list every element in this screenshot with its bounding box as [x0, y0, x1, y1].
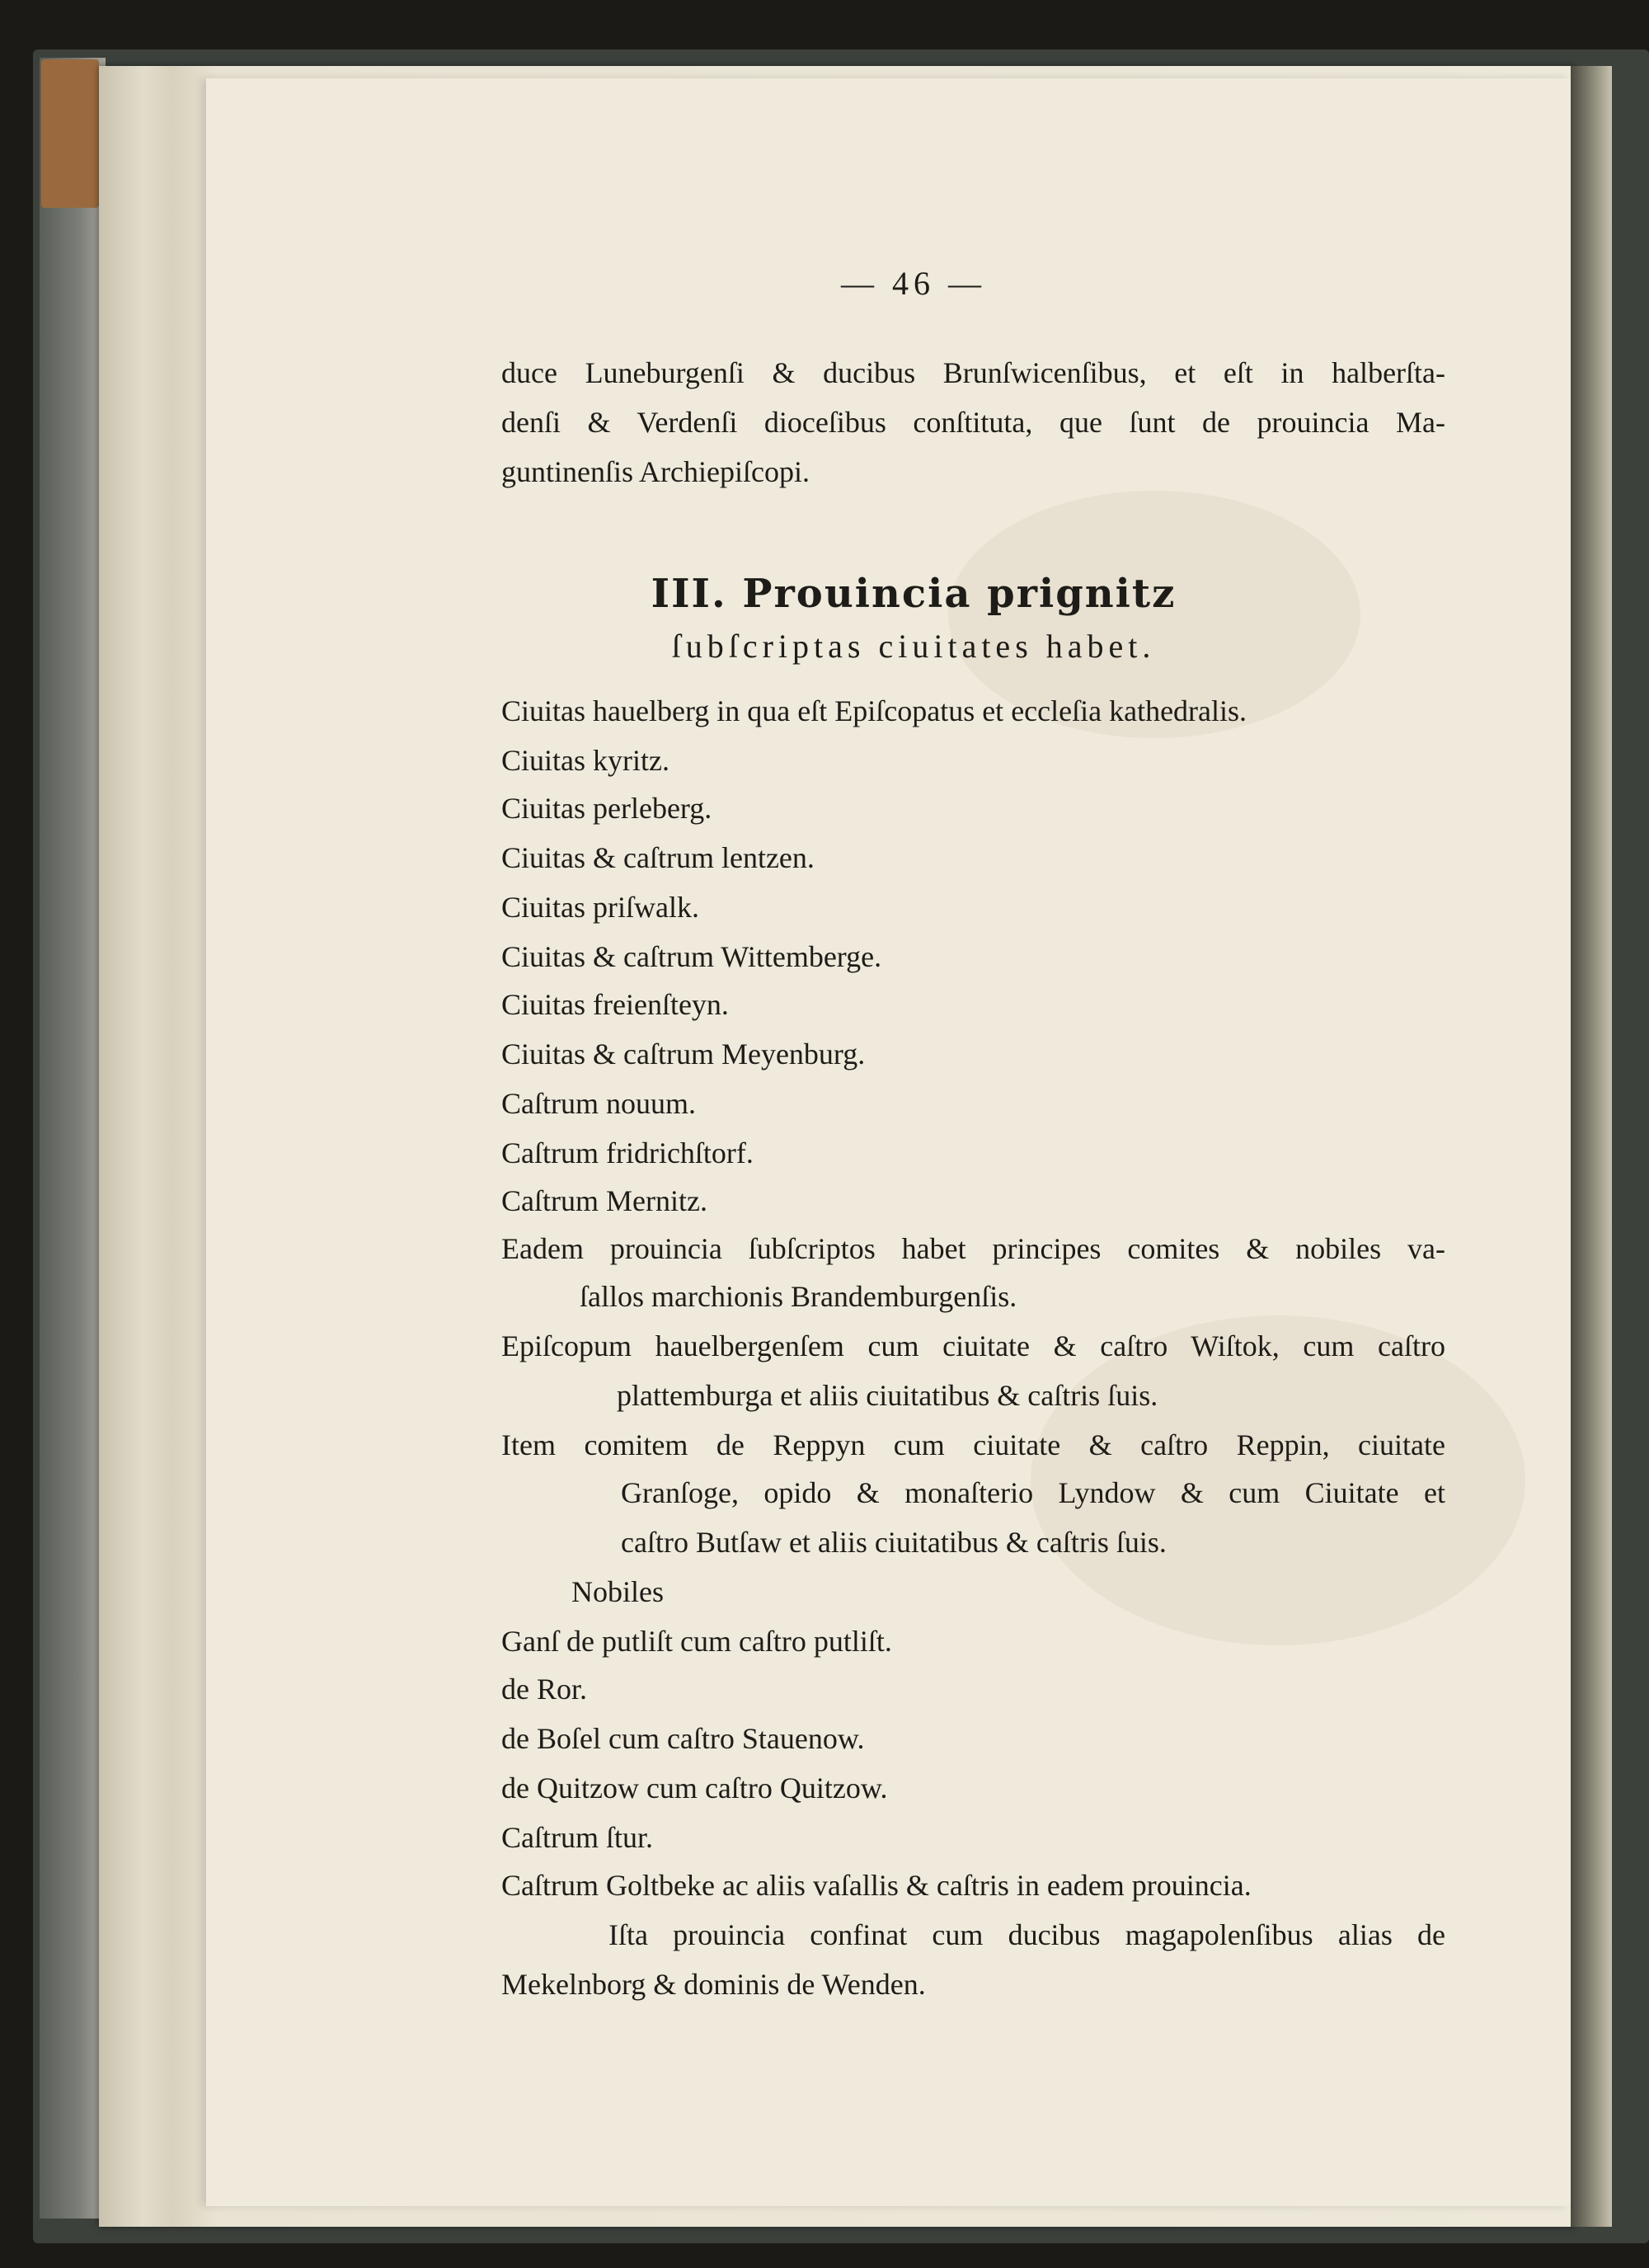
- list-line: ſallos marchionis Brandemburgenſis.: [580, 1280, 1017, 1313]
- list-line: Caſtrum Mernitz.: [501, 1184, 707, 1217]
- intro-line: denſi & Verdenſi dioceſibus conſtituta, que ſunt de prouincia Ma-: [501, 406, 1445, 439]
- list-line: Iſta prouincia confinat cum ducibus magapolenſibus alias de: [608, 1918, 1445, 1951]
- list-line: Caſtrum nouum.: [501, 1087, 696, 1120]
- list-line: Ciuitas kyritz.: [501, 744, 669, 777]
- intro-line: guntinenſis Archiepiſcopi.: [501, 455, 810, 488]
- list-line: Caſtrum fridrichſtorf.: [501, 1136, 754, 1169]
- list-line: Caſtrum Goltbeke ac aliis vaſallis & caſtris in eadem prouincia.: [501, 1869, 1252, 1902]
- right-cover-edge: [1571, 66, 1612, 2227]
- list-line: Ciuitas hauelberg in qua eſt Epiſcopatus et eccleſia kathedralis.: [501, 694, 1247, 727]
- list-line: de Boſel cum caſtro Stauenow.: [501, 1722, 865, 1755]
- intro-line: duce Luneburgenſi & ducibus Brunſwicenſibus, et eſt in halberſta-: [501, 356, 1445, 389]
- list-line: de Quitzow cum caſtro Quitzow.: [501, 1772, 888, 1805]
- list-line: Item comitem de Reppyn cum ciuitate & caſtro Reppin, ciuitate: [501, 1428, 1445, 1461]
- list-line: Ciuitas & caſtrum Wittemberge.: [501, 940, 882, 973]
- list-line: Ciuitas priſwalk.: [501, 891, 699, 924]
- list-line: Ganſ de putliſt cum caſtro putliſt.: [501, 1625, 892, 1658]
- list-line: de Ror.: [501, 1673, 587, 1706]
- list-line: Mekelnborg & dominis de Wenden.: [501, 1968, 926, 2001]
- section-heading: III. Prouincia prignitz: [651, 571, 1177, 617]
- list-line: plattemburga et aliis ciuitatibus & caſtris ſuis.: [617, 1379, 1158, 1412]
- list-line: Ciuitas & caſtrum Meyenburg.: [501, 1038, 866, 1070]
- list-line: Ciuitas perleberg.: [501, 792, 712, 825]
- list-line: Granſoge, opido & monaſterio Lyndow & cum Ciuitate et: [621, 1476, 1445, 1509]
- page-number: — 46 —: [841, 265, 986, 302]
- leather-corner: [41, 59, 99, 208]
- list-line: Eadem prouincia ſubſcriptos habet principes comites & nobiles va-: [501, 1232, 1445, 1265]
- section-subheading: ſubſcriptas ciuitates habet.: [671, 628, 1156, 665]
- list-line: Nobiles: [571, 1575, 664, 1608]
- list-line: Ciuitas freienſteyn.: [501, 988, 729, 1021]
- list-line: Caſtrum ſtur.: [501, 1821, 653, 1854]
- list-line: Ciuitas & caſtrum lentzen.: [501, 841, 815, 874]
- list-line: Epiſcopum hauelbergenſem cum ciuitate & caſtro Wiſtok, cum caſtro: [501, 1329, 1445, 1362]
- torn-binding-edge: [40, 58, 106, 2219]
- list-line: caſtro Butſaw et aliis ciuitatibus & caſtris ſuis.: [621, 1526, 1167, 1559]
